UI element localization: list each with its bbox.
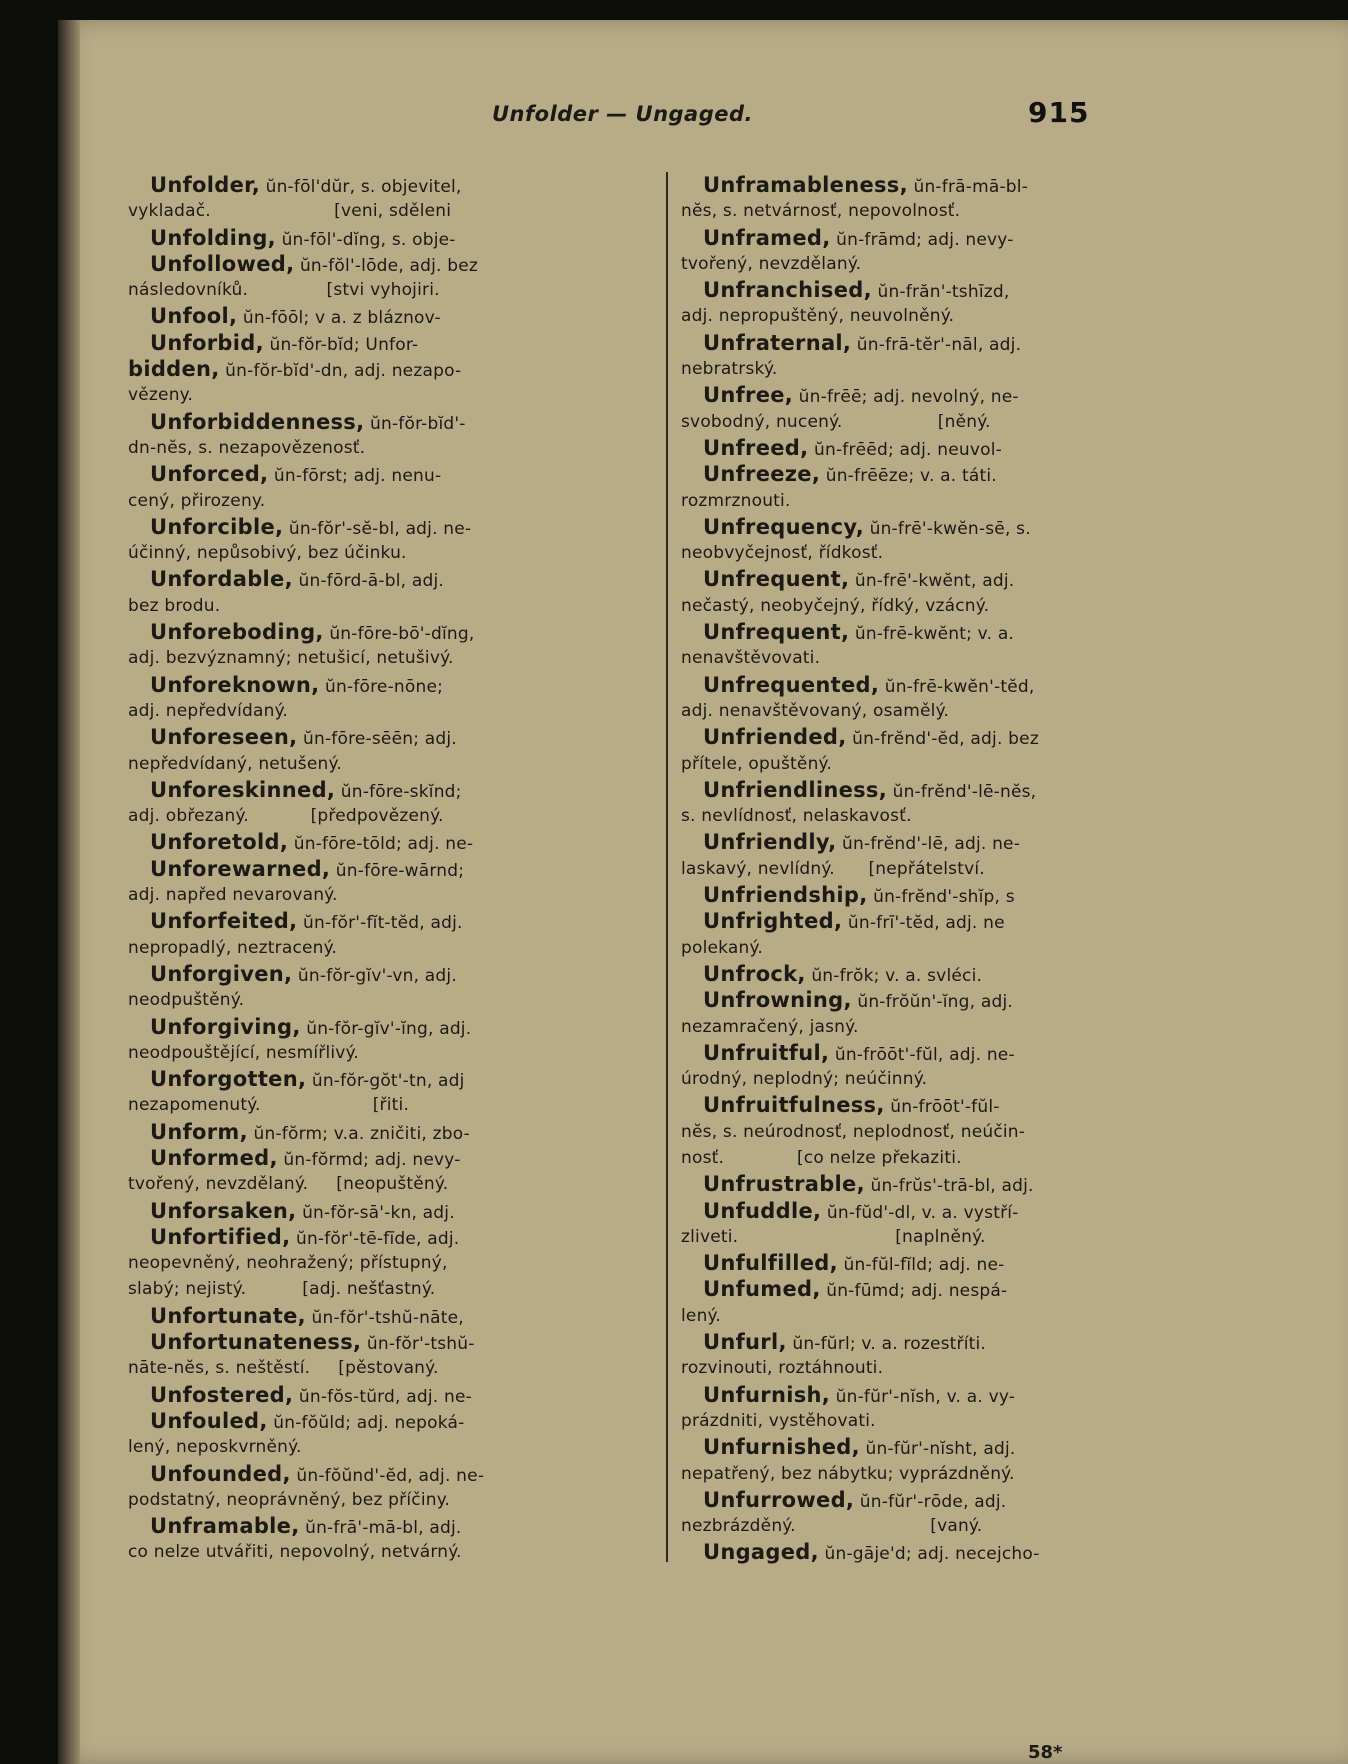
entry-continuation	[128, 1250, 668, 1276]
headword: Unforetold,	[150, 830, 289, 855]
entry-text: neopevněný, neohražený; přístupný,	[128, 1253, 448, 1274]
dictionary-entry	[681, 1434, 1151, 1460]
entry-text: ŭn-frā-tĕr'-nāl, adj.	[851, 334, 1022, 355]
entry-text: rozmrznouti.	[681, 490, 791, 511]
entry-text: ŭn-fŏrmd; adj. nevy-	[277, 1149, 461, 1170]
entry-continuation	[681, 1513, 1151, 1539]
entry-text: ŭn-frē-kwĕnt; v. a.	[849, 624, 1015, 645]
entry-text: neodpuštěný.	[128, 990, 245, 1011]
entry-text: ŭn-frăn'-tshīzd,	[871, 282, 1010, 303]
dictionary-entry	[128, 225, 668, 251]
entry-text: ŭn-fŏr'-tē-fīde, adj.	[290, 1228, 460, 1249]
headword: Unfuddle,	[703, 1198, 822, 1223]
entry-text: nebratrský.	[681, 359, 778, 380]
entry-text: ŭn-frēēze; v. a. táti.	[820, 466, 997, 487]
entry-continuation	[128, 1355, 668, 1381]
dictionary-entry	[128, 1382, 668, 1408]
headword: Unforbiddenness,	[150, 409, 365, 434]
headword: Unfrighted,	[703, 909, 843, 934]
dictionary-entry	[681, 277, 1151, 303]
headword: Unforfeited,	[150, 909, 298, 934]
dictionary-entry	[128, 251, 668, 277]
headword: Unfruitfulness,	[703, 1093, 885, 1118]
headword: Unfriendliness,	[703, 777, 887, 802]
entry-text: ŭn-frā'-mā-bl, adj.	[299, 1518, 462, 1539]
dictionary-entry	[128, 1224, 668, 1250]
entry-text: ŭn-fūmd; adj. nespá-	[820, 1281, 1008, 1302]
entry-text: nĕs, s. neúrodnosť, neplodnosť, neúčin-	[681, 1121, 1026, 1142]
entry-text: ŭn-fŏr'-tshŭ-	[361, 1334, 475, 1355]
entry-text: svobodný, nucený. [něný.	[681, 411, 991, 432]
headword: Unfrustrable,	[703, 1172, 865, 1197]
headword: Unfounded,	[150, 1461, 291, 1486]
entry-continuation	[128, 1040, 668, 1066]
entry-text: ŭn-fōre-nōne;	[319, 676, 444, 697]
entry-continuation	[681, 803, 1151, 829]
entry-text: nenavštěvovati.	[681, 648, 821, 669]
dictionary-entry	[681, 829, 1151, 855]
dictionary-entry	[128, 514, 668, 540]
headword: Unforsaken,	[150, 1198, 297, 1223]
entry-text: ŭn-frĕnd'-lē, adj. ne-	[836, 834, 1021, 855]
entry-text: ŭn-fŏs-tŭrd, adj. ne-	[293, 1386, 472, 1407]
entry-text: nepropadlý, neztracený.	[128, 937, 338, 958]
dictionary-entry	[681, 1539, 1151, 1565]
entry-text: lený.	[681, 1305, 721, 1326]
headword: Unframableness,	[703, 173, 908, 197]
dictionary-entry	[128, 908, 668, 934]
entry-text: neobvyčejnosť, řídkosť.	[681, 543, 884, 564]
entry-text: nezamračený, jasný.	[681, 1016, 859, 1037]
headword: Unforewarned,	[150, 856, 331, 881]
entry-text: ŭn-fŏr'-fĭt-tĕd, adj.	[297, 913, 463, 934]
entry-text: ŭn-fōre-sēēn; adj.	[297, 729, 457, 750]
headword: Unform,	[150, 1119, 248, 1144]
entry-text: nosť. [co nelze překaziti.	[681, 1147, 962, 1168]
entry-continuation	[128, 935, 668, 961]
entry-continuation	[128, 882, 668, 908]
entry-text: nāte-nĕs, s. neštěstí. [pěstovaný.	[128, 1358, 439, 1379]
entry-text: nezbrázděný. [vaný.	[681, 1516, 983, 1537]
entry-text: ŭn-fōre-skĭnd;	[335, 781, 462, 802]
entry-text: ŭn-fŭr'-nĭsh, v. a. vy-	[830, 1386, 1016, 1407]
right-column	[681, 172, 1151, 1566]
dictionary-entry	[128, 409, 668, 435]
headword: Unfortunateness,	[150, 1330, 362, 1355]
dictionary-entry	[681, 1092, 1151, 1118]
entry-text: úrodný, neplodný; neúčinný.	[681, 1069, 928, 1090]
entry-text: ŭn-fōre-tōld; adj. ne-	[288, 834, 474, 855]
entry-text: ŭn-fŏr-bĭd'-	[364, 413, 466, 434]
headword: Unframable,	[150, 1514, 300, 1539]
entry-text: ŭn-frĕnd'-lē-nĕs,	[886, 781, 1037, 802]
entry-text: účinný, nepůsobivý, bez účinku.	[128, 543, 407, 564]
headword: Unfouled,	[150, 1408, 268, 1433]
dictionary-entry	[681, 461, 1151, 487]
headword: Ungaged,	[703, 1540, 819, 1565]
entry-text: ŭn-fōrd-ā-bl, adj.	[292, 571, 444, 592]
headword: Unfrequented,	[703, 672, 880, 697]
headword: Unforeseen,	[150, 725, 298, 750]
dictionary-page	[58, 20, 1348, 1764]
entry-text: ŭn-frŭs'-trā-bl, adj.	[864, 1176, 1034, 1197]
entry-text: polekaný.	[681, 937, 763, 958]
entry-text: cený, přirozeny.	[128, 490, 266, 511]
entry-text: ŭn-fōre-wārnd;	[330, 860, 465, 881]
entry-text: ŭn-frĕnd'-shĭp, s	[867, 887, 1015, 908]
entry-text: adj. nenavštěvovaný, osamělý.	[681, 700, 950, 721]
entry-text: lený, neposkvrněný.	[128, 1437, 302, 1458]
entry-continuation	[681, 1066, 1151, 1092]
entry-text: ŭn-frāmd; adj. nevy-	[830, 229, 1014, 250]
dictionary-entry	[128, 1014, 668, 1040]
entry-text: zliveti. [naplněný.	[681, 1226, 986, 1247]
entry-text: laskavý, nevlídný. [nepřátelství.	[681, 858, 985, 879]
running-head: Unfolder — Ungaged.	[492, 102, 754, 126]
dictionary-entry	[128, 619, 668, 645]
entry-continuation	[681, 1461, 1151, 1487]
entry-text: adj. bezvýznamný; netušicí, netušivý.	[128, 648, 454, 669]
dictionary-entry	[681, 987, 1151, 1013]
entry-continuation	[128, 1539, 668, 1565]
entry-text: neodpouštějící, nesmířlivý.	[128, 1042, 360, 1063]
dictionary-entry	[681, 1250, 1151, 1276]
headword: Unfraternal,	[703, 330, 852, 355]
entry-continuation	[128, 198, 668, 224]
entry-text: ŭn-fŏŭnd'-ĕd, adj. ne-	[290, 1465, 485, 1486]
entry-continuation	[681, 1303, 1151, 1329]
left-column	[128, 172, 668, 1566]
entry-continuation	[681, 698, 1151, 724]
dictionary-entry	[681, 1276, 1151, 1302]
signature-mark: 58*	[1028, 1742, 1063, 1763]
dictionary-entry	[128, 1303, 668, 1329]
entry-text: adj. obřezaný. [předpovězený.	[128, 806, 444, 827]
entry-continuation	[681, 1014, 1151, 1040]
entry-text: ŭn-fŏr-sā'-kn, adj.	[296, 1202, 455, 1223]
entry-text: nepředvídaný, netušený.	[128, 753, 342, 774]
entry-text: ŭn-frŏk; v. a. svléci.	[805, 965, 983, 986]
entry-continuation	[681, 198, 1151, 224]
entry-continuation	[128, 593, 668, 619]
entry-continuation	[681, 540, 1151, 566]
entry-continuation	[128, 1276, 668, 1302]
entry-text: nĕs, s. netvárnosť, nepovolnosť.	[681, 201, 961, 222]
entry-continuation	[128, 698, 668, 724]
entry-text: ŭn-frē'-kwĕnt, adj.	[849, 571, 1015, 592]
entry-text: co nelze utvářiti, nepovolný, netvárný.	[128, 1542, 462, 1563]
entry-continuation	[681, 356, 1151, 382]
dictionary-entry	[681, 566, 1151, 592]
entry-text: ŭn-frōōt'-fŭl, adj. ne-	[829, 1044, 1015, 1065]
dictionary-entry	[681, 1487, 1151, 1513]
headword: Unfreeze,	[703, 462, 821, 487]
entry-continuation	[681, 856, 1151, 882]
headword: Unfriendly,	[703, 830, 837, 855]
dictionary-entry	[681, 672, 1151, 698]
dictionary-entry	[681, 172, 1151, 198]
headword: Unfrock,	[703, 961, 806, 986]
headword: Unfranchised,	[703, 278, 872, 303]
entry-continuation	[681, 751, 1151, 777]
dictionary-entry	[681, 1171, 1151, 1197]
entry-continuation	[681, 409, 1151, 435]
dictionary-entry	[128, 829, 668, 855]
entry-continuation	[681, 1355, 1151, 1381]
headword: Unfreed,	[703, 435, 809, 460]
headword: Unfriended,	[703, 725, 847, 750]
dictionary-entry	[681, 882, 1151, 908]
dictionary-entry	[128, 566, 668, 592]
entry-continuation	[681, 1145, 1151, 1171]
dictionary-entry	[681, 435, 1151, 461]
dictionary-entry	[681, 382, 1151, 408]
entry-text: adj. nepropuštěný, neuvolněný.	[681, 306, 955, 327]
dictionary-entry	[681, 908, 1151, 934]
entry-continuation	[128, 382, 668, 408]
entry-text: ŭn-frĕnd'-ĕd, adj. bez	[846, 729, 1039, 750]
headword: Unfree,	[703, 383, 794, 408]
entry-text: ŭn-frōōt'-fŭl-	[884, 1097, 1000, 1118]
dictionary-entry	[128, 1198, 668, 1224]
dictionary-entry	[681, 724, 1151, 750]
entry-text: přítele, opuštěný.	[681, 753, 832, 774]
book-gutter	[58, 20, 80, 1764]
dictionary-entry	[681, 1040, 1151, 1066]
entry-text: následovníků. [stvi vyhojiri.	[128, 280, 440, 301]
entry-text: ŭn-fŭd'-dl, v. a. vystří-	[821, 1202, 1019, 1223]
dictionary-entry	[128, 961, 668, 987]
entry-text: ŭn-gāje'd; adj. necejcho-	[818, 1544, 1040, 1565]
entry-text: dn-nĕs, s. nezapovězenosť.	[128, 437, 366, 458]
entry-text: nečastý, neobyčejný, řídký, vzácný.	[681, 595, 990, 616]
entry-text: ŭn-fŏr'-sĕ-bl, adj. ne-	[283, 518, 472, 539]
headword: Unfortified,	[150, 1224, 291, 1249]
headword: Unfriendship,	[703, 883, 868, 908]
entry-text: ŭn-frā-mā-bl-	[907, 177, 1029, 197]
entry-continuation	[128, 540, 668, 566]
page-header	[58, 92, 1348, 132]
entry-continuation	[128, 1434, 668, 1460]
dictionary-entry	[681, 961, 1151, 987]
entry-continuation	[681, 488, 1151, 514]
entry-continuation	[128, 435, 668, 461]
entry-continuation	[128, 488, 668, 514]
entry-continuation	[128, 751, 668, 777]
entry-text: prázdniti, vystěhovati.	[681, 1410, 876, 1431]
entry-text: ŭn-fŏr'-tshŭ-nāte,	[305, 1307, 464, 1328]
entry-text: podstatný, neoprávněný, bez příčiny.	[128, 1489, 451, 1510]
entry-continuation	[681, 935, 1151, 961]
entry-text: ŭn-fŭrl; v. a. rozestříti.	[786, 1334, 987, 1355]
entry-continuation	[681, 303, 1151, 329]
dictionary-entry	[128, 1145, 668, 1171]
dictionary-entry	[128, 1066, 668, 1092]
headword: Unforcible,	[150, 514, 284, 539]
entry-text: ŭn-fōrst; adj. nenu-	[268, 466, 442, 487]
entry-continuation	[128, 1487, 668, 1513]
dictionary-entry	[681, 619, 1151, 645]
entry-text: ŭn-frī'-tĕd, adj. ne	[842, 913, 1005, 934]
headword: Unfolding,	[150, 225, 276, 250]
headword: Unformed,	[150, 1145, 278, 1170]
dictionary-entry	[128, 172, 668, 198]
dictionary-entry	[128, 856, 668, 882]
entry-text: tvořený, nevzdělaný. [neopuštěný.	[128, 1174, 449, 1195]
entry-text: ŭn-fōl'-dĭng, s. obje-	[275, 229, 456, 250]
headword: Unforgiven,	[150, 961, 293, 986]
entry-text: vězeny.	[128, 385, 194, 406]
dictionary-entry	[681, 777, 1151, 803]
entry-continuation	[681, 645, 1151, 671]
dictionary-entry	[128, 1513, 668, 1539]
entry-text: nezapomenutý. [řiti.	[128, 1095, 410, 1116]
headword: Unforeboding,	[150, 620, 324, 645]
entry-continuation	[681, 1408, 1151, 1434]
entry-continuation	[128, 1092, 668, 1118]
dictionary-entry	[128, 1329, 668, 1355]
dictionary-entry	[681, 330, 1151, 356]
entry-text: ŭn-fŏrm; v.a. zničiti, zbo-	[247, 1123, 470, 1144]
entry-text: ŭn-fōre-bō'-dĭng,	[323, 624, 475, 645]
entry-continuation	[128, 803, 668, 829]
headword: Unforgiving,	[150, 1014, 301, 1039]
entry-continuation	[128, 987, 668, 1013]
headword: Unfruitful,	[703, 1040, 830, 1065]
entry-text: ŭn-fŭr'-nĭsht, adj.	[859, 1439, 1016, 1460]
entry-text: adj. napřed nevarovaný.	[128, 885, 338, 906]
entry-text: vykladač. [veni, sděleni	[128, 201, 452, 222]
entry-text: ŭn-fŏr-gĭv'-vn, adj.	[292, 965, 457, 986]
entry-text: ŭn-frē-kwĕn'-tĕd,	[879, 676, 1035, 697]
entry-continuation	[128, 645, 668, 671]
headword: Unfumed,	[703, 1277, 821, 1302]
dictionary-entry	[128, 330, 668, 356]
entry-text: adj. nepředvídaný.	[128, 700, 289, 721]
headword: Unforced,	[150, 462, 269, 487]
entry-continuation	[128, 1171, 668, 1197]
headword: Unforbid,	[150, 330, 264, 355]
headword: Unfurnished,	[703, 1435, 860, 1460]
headword: Unfulfilled,	[703, 1251, 838, 1276]
entry-text: ŭn-fŏŭld; adj. nepoká-	[267, 1412, 465, 1433]
headword: Unfool,	[150, 304, 238, 329]
headword: Unfollowed,	[150, 251, 295, 276]
dictionary-entry	[681, 225, 1151, 251]
entry-text: ŭn-fŏr-bĭd'-dn, adj. nezapo-	[219, 361, 462, 382]
entry-text: ŭn-fōōl; v a. z bláznov-	[237, 308, 441, 329]
headword: Unfordable,	[150, 567, 293, 592]
dictionary-entry	[128, 1461, 668, 1487]
dictionary-entry	[128, 356, 668, 382]
dictionary-entry	[681, 1382, 1151, 1408]
entry-continuation	[681, 251, 1151, 277]
entry-text: ŭn-frē'-kwĕn-sē, s.	[864, 518, 1031, 539]
headword: Unforeskinned,	[150, 777, 336, 802]
entry-continuation	[681, 1119, 1151, 1145]
headword: Unframed,	[703, 225, 831, 250]
entry-text: ŭn-fŏr-gŏt'-tn, adj	[306, 1071, 465, 1092]
headword: Unfurrowed,	[703, 1487, 855, 1512]
entry-text: ŭn-fŭr'-rōde, adj.	[854, 1491, 1007, 1512]
entry-text: ŭn-fŏr-gĭv'-ĭng, adj.	[300, 1018, 472, 1039]
dictionary-entry	[128, 303, 668, 329]
headword: Unfrequent,	[703, 620, 850, 645]
headword: Unfortunate,	[150, 1303, 306, 1328]
entry-text: bez brodu.	[128, 595, 221, 616]
entry-text: tvořený, nevzdělaný.	[681, 253, 862, 274]
column-rule	[666, 172, 668, 1562]
entry-text: rozvinouti, roztáhnouti.	[681, 1358, 884, 1379]
entry-text: ŭn-fŏr-bĭd; Unfor-	[263, 334, 419, 355]
dictionary-entry	[681, 1329, 1151, 1355]
entry-text: slabý; nejistý. [adj. nešťastný.	[128, 1279, 436, 1300]
headword: Unfrowning,	[703, 988, 852, 1013]
dictionary-entry	[128, 1408, 668, 1434]
headword: bidden,	[128, 357, 220, 382]
entry-text: ŭn-fōl'dŭr, s. objevitel,	[260, 177, 462, 197]
headword: Unfostered,	[150, 1382, 294, 1407]
dictionary-entry	[128, 777, 668, 803]
headword: Unfrequency,	[703, 514, 864, 539]
dictionary-entry	[128, 724, 668, 750]
dictionary-entry	[128, 1119, 668, 1145]
page-number: 915	[1028, 96, 1090, 129]
dictionary-entry	[128, 461, 668, 487]
headword: Unfolder,	[150, 173, 260, 197]
entry-text: ŭn-fŏl'-lōde, adj. bez	[294, 255, 479, 276]
headword: Unforeknown,	[150, 672, 320, 697]
dictionary-entry	[681, 1198, 1151, 1224]
entry-text: s. nevlídnosť, nelaskavosť.	[681, 806, 912, 827]
headword: Unforgotten,	[150, 1067, 307, 1092]
headword: Unfurnish,	[703, 1382, 831, 1407]
headword: Unfrequent,	[703, 567, 850, 592]
dictionary-entry	[681, 514, 1151, 540]
entry-text: ŭn-frēē; adj. nevolný, ne-	[793, 387, 1019, 408]
entry-text: ŭn-frŏŭn'-ĭng, adj.	[851, 992, 1013, 1013]
entry-continuation	[681, 1224, 1151, 1250]
entry-text: ŭn-fŭl-fĭld; adj. ne-	[837, 1255, 1005, 1276]
headword: Unfurl,	[703, 1330, 787, 1355]
entry-text: ŭn-frēēd; adj. neuvol-	[808, 439, 1002, 460]
entry-continuation	[681, 593, 1151, 619]
dictionary-entry	[128, 672, 668, 698]
entry-continuation	[128, 277, 668, 303]
entry-text: nepatřený, bez nábytku; vyprázdněný.	[681, 1463, 1015, 1484]
